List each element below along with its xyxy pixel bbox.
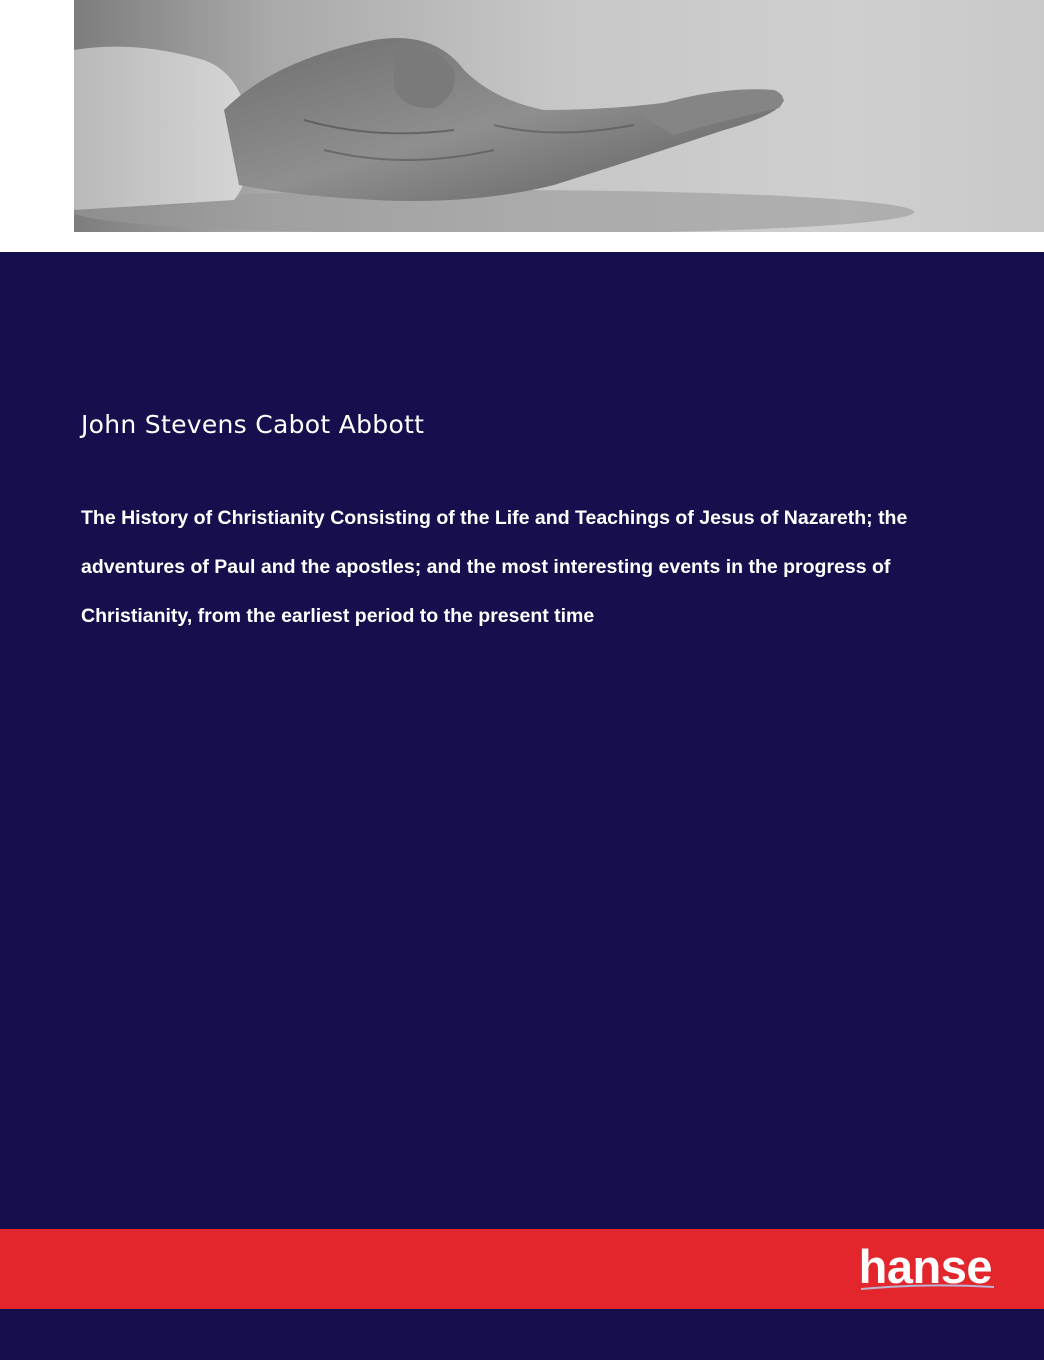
publisher-logo xyxy=(859,1237,992,1297)
publisher-logo-text: hanse xyxy=(858,1240,992,1293)
top-white-band xyxy=(0,0,1044,252)
cover-photo-open-hand xyxy=(74,0,1044,232)
author-name: John Stevens Cabot Abbott xyxy=(81,410,425,439)
logo-swoosh-icon xyxy=(861,1283,994,1291)
open-hand-illustration xyxy=(74,0,1044,232)
book-title: The History of Christianity Consisting of the Life and Teachings of Jesus of Nazareth; the adventures of Paul and the apostles; and the most interesting events in the progress of Christianity, from the earliest period to the present time xyxy=(81,507,908,627)
